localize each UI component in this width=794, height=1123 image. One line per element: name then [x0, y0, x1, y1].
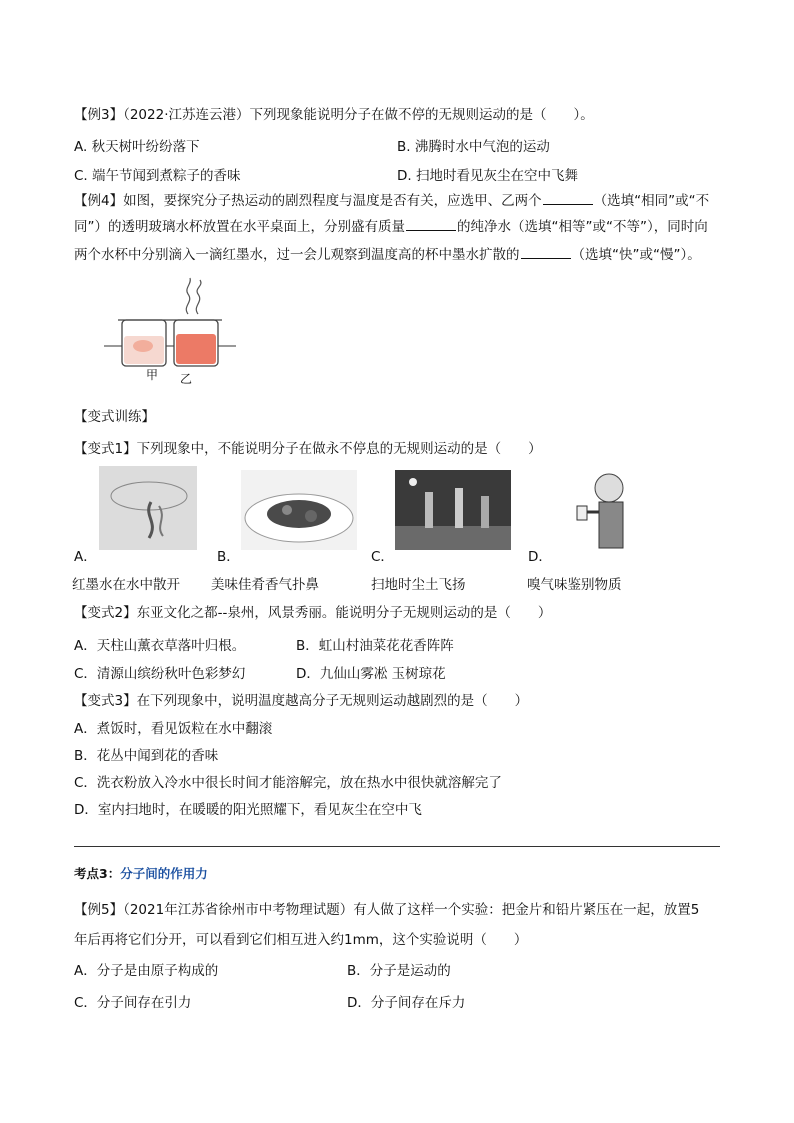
variant3-stem: 【变式3】在下列现象中，说明温度越高分子无规则运动越剧烈的是（ ）	[74, 693, 529, 709]
example4-line3: 两个水杯中分别滴入一滴红墨水，过一会儿观察到温度高的杯中墨水扩散的 （选填“快”或“慢”）。	[74, 247, 701, 263]
example3-option-a: A. 秋天树叶纷纷落下	[74, 139, 200, 155]
variant1-caption-b: 美味佳肴香气扑鼻	[211, 577, 319, 593]
variant3-option-c: C．洗衣粉放入冷水中很长时间才能溶解完，放在热水中很快就溶解完了	[74, 775, 502, 791]
example5-option-a: A．分子是由原子构成的	[74, 963, 219, 979]
example4-line1: 【例4】如图，要探究分子热运动的剧烈程度与温度是否有关，应选甲、乙两个 （选填“相同”或“不	[74, 193, 710, 209]
example3-stem: 【例3】（2022·江苏连云港）下列现象能说明分子在做不停的无规则运动的是（ ）。	[74, 107, 594, 123]
example5-line2: 年后再将它们分开，可以看到它们相互进入约1mm，这个实验说明（ ）	[74, 932, 528, 948]
variant1-option-c: C．	[371, 549, 394, 565]
example5-option-d: D．分子间存在斥力	[347, 995, 466, 1011]
variant2-option-b: B．虹山村油菜花花香阵阵	[296, 638, 454, 654]
section-heading: 考点3：分子间的作用力	[74, 866, 208, 881]
example5-line1: 【例5】（2021年江苏省徐州市中考物理试题）有人做了这样一个实验：把金片和铅片紧压在一起，放置5	[74, 902, 700, 918]
variant3-option-a: A．煮饭时，看见饭粒在水中翻滚	[74, 721, 273, 737]
example4-line2: 同”）的透明玻璃水杯放置在水平桌面上，分别盛有质量 的纯净水（选填“相等”或“不等”），同时向	[74, 219, 708, 235]
blank-3[interactable]	[521, 246, 571, 259]
variant1-option-b: B．	[217, 549, 240, 565]
photo-red-ink	[99, 466, 197, 550]
variant3-option-d: D．室内扫地时，在暖暖的阳光照耀下，看见灰尘在空中飞	[74, 802, 422, 818]
variant2-option-c: C．清源山缤纷秋叶色彩梦幻	[74, 666, 246, 682]
example3-option-c: C. 端午节闻到煮粽子的香味	[74, 168, 241, 184]
variant1-caption-d: 嗅气味鉴别物质	[527, 577, 622, 593]
variant1-caption-c: 扫地时尘土飞扬	[371, 577, 466, 593]
variant2-option-d: D．九仙山雾凇 玉树琼花	[296, 666, 446, 682]
example5-option-c: C．分子间存在引力	[74, 995, 192, 1011]
blank-1[interactable]	[543, 192, 593, 205]
example3-option-b: B. 沸腾时水中气泡的运动	[397, 139, 550, 155]
variant-section-title: 【变式训练】	[74, 409, 155, 425]
variant2-stem: 【变式2】东亚文化之都--泉州，风景秀丽。能说明分子无规则运动的是（ ）	[74, 605, 552, 621]
photo-dish	[241, 470, 357, 550]
beaker-figure	[100, 274, 240, 386]
example5-option-b: B．分子是运动的	[347, 963, 451, 979]
variant1-caption-a: 红墨水在水中散开	[72, 577, 180, 593]
variant1-option-d: D．	[528, 549, 552, 565]
variant3-option-b: B．花丛中闻到花的香味	[74, 748, 219, 764]
illustration-smelling	[563, 466, 643, 552]
section-divider	[74, 846, 720, 847]
variant1-option-a: A．	[74, 549, 97, 565]
variant2-option-a: A．天柱山薰衣草落叶归根。	[74, 638, 246, 654]
variant1-stem: 【变式1】下列现象中，不能说明分子在做永不停息的无规则运动的是（ ）	[74, 441, 542, 457]
label-jia: 甲	[146, 368, 159, 382]
photo-sweeping	[395, 470, 511, 550]
blank-2[interactable]	[406, 218, 456, 231]
label-yi: 乙	[180, 372, 193, 386]
example3-option-d: D. 扫地时看见灰尘在空中飞舞	[397, 168, 578, 184]
